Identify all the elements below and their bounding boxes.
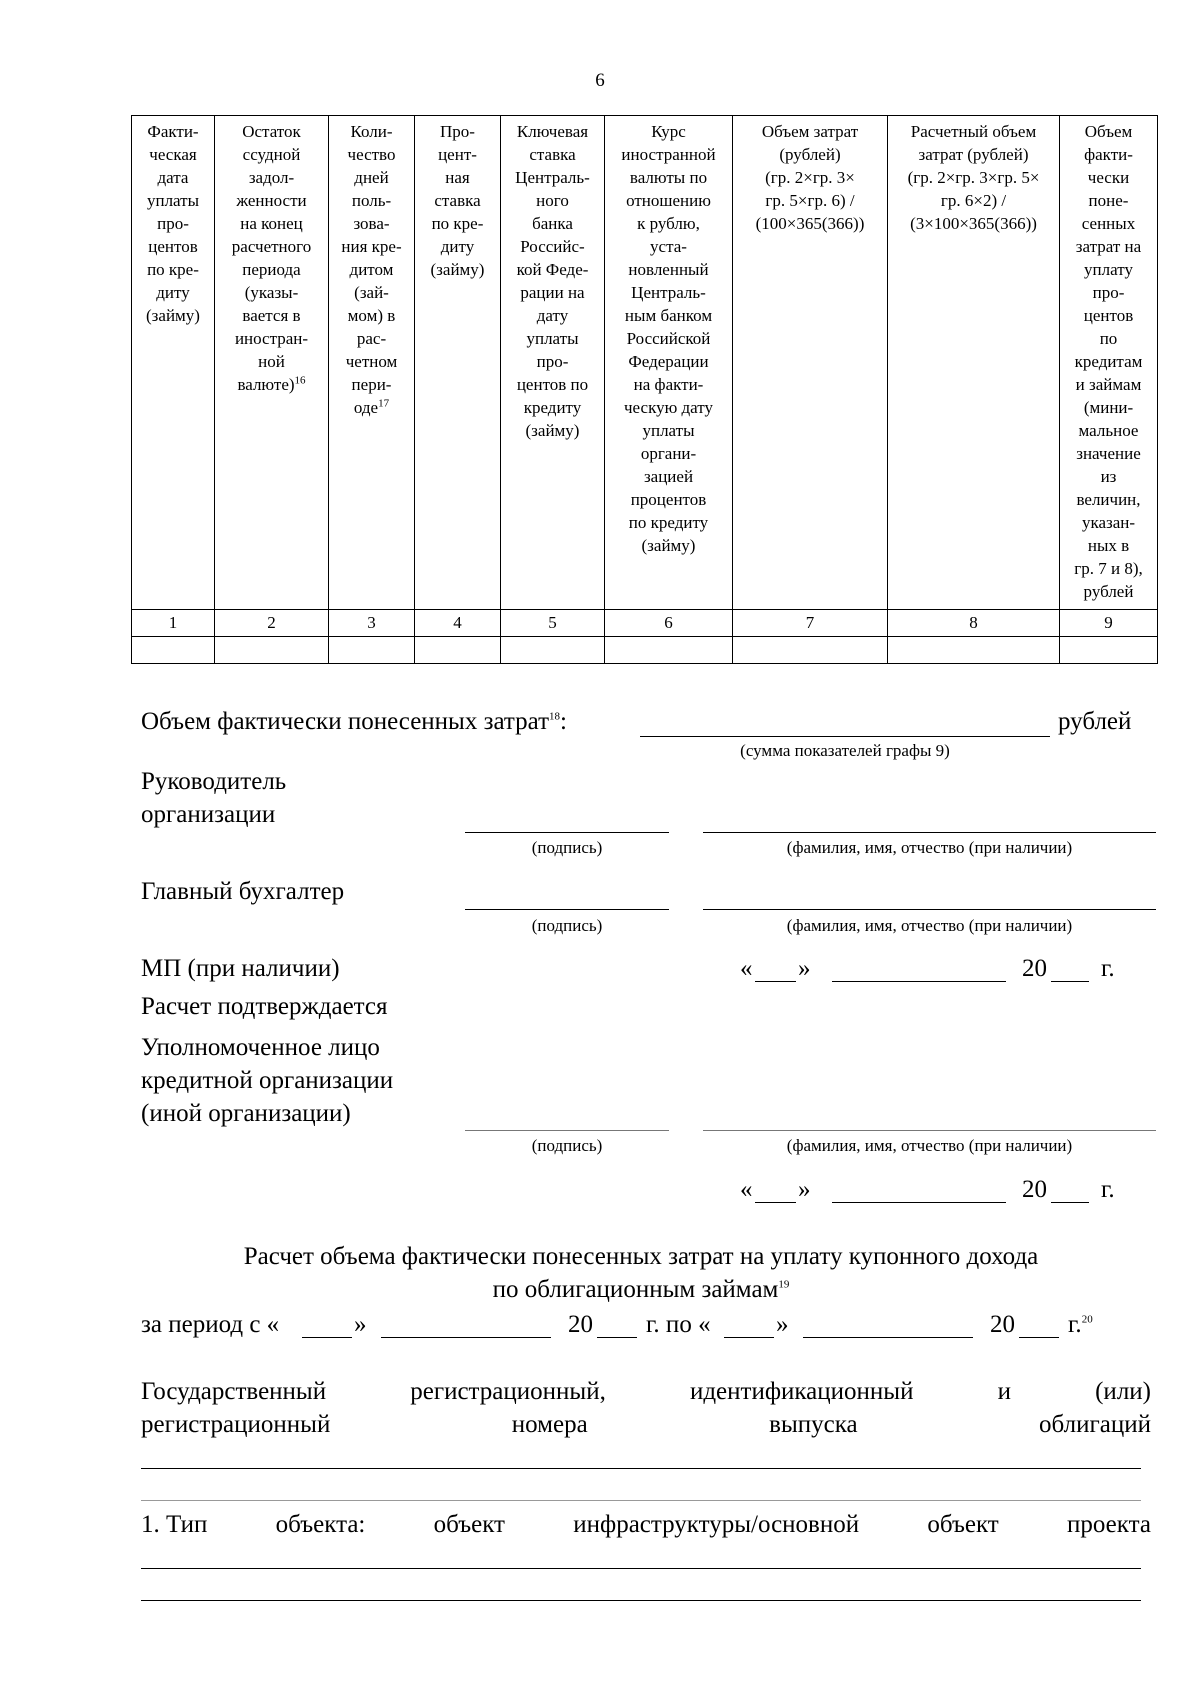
header-cell: Объем факти- чески поне- сенных затрат на уплату про- центов по кредитам и займам (мини- мальное значение из величин, указан- ных в гр. 7 и 8), рублей — [1060, 116, 1158, 610]
signature-caption: (подпись) — [531, 1136, 603, 1155]
date-field: « » 20 г. — [740, 1176, 1115, 1203]
period-to-day-line[interactable] — [724, 1337, 774, 1338]
authorized-name-line[interactable] — [703, 1130, 1156, 1131]
object-type-input-line[interactable] — [141, 1568, 1141, 1569]
header-cell: Расчетный объем затрат (рублей) (гр. 2×гр. 3×гр. 5× гр. 6×2) / (3×100×365(366)) — [888, 116, 1060, 610]
head-name-line[interactable] — [703, 832, 1156, 833]
authorized-person-label: Уполномоченное лицо кредитной организации (иной организации) — [141, 1034, 394, 1127]
name-caption: (фамилия, имя, отчество (при наличии) — [786, 838, 1073, 857]
header-cell: Коли- чество дней поль- зова- ния кре- дитом (зай- мом) в рас- четном пери- оде$^{17}$ — [329, 116, 415, 610]
column-number: 3 — [329, 610, 415, 637]
footnote-marker: 19 — [778, 1278, 790, 1291]
table-input-cell[interactable] — [415, 637, 501, 664]
confirmed-label: Расчет подтверждается — [141, 993, 388, 1020]
registration-line-1: Государственный регистрационный, идентификационный и (или) — [141, 1378, 1151, 1405]
footnote-marker: 16 — [294, 374, 306, 387]
month-input-line[interactable] — [832, 981, 1006, 982]
period-from-day-line[interactable] — [302, 1337, 352, 1338]
table-input-cell[interactable] — [215, 637, 329, 664]
column-number: 8 — [888, 610, 1060, 637]
section-title: Расчет объема фактически понесенных затрат на уплату купонного дохода по облигационным займам$^{19}$ — [243, 1243, 1039, 1303]
header-cell: Про- цент- ная ставка по кре- диту (займу) — [415, 116, 501, 610]
date-field: « » 20 г. — [740, 955, 1115, 982]
table-input-cell[interactable] — [888, 637, 1060, 664]
table-input-cell[interactable] — [733, 637, 888, 664]
day-input-line[interactable] — [755, 1202, 796, 1203]
period-from-year-line[interactable] — [597, 1337, 637, 1338]
costs-label: Объем фактически понесенных затрат$^{18}$: — [141, 708, 567, 735]
head-label: Руководитель организации — [141, 768, 287, 828]
period-line: за период с « » 20 г. по « » 20 г.$^{20}$ — [141, 1311, 1093, 1338]
costs-unit: рублей — [1058, 708, 1132, 735]
header-cell: Ключевая ставка Централь- ного банка Российс- кой Феде- рации на дату уплаты про- центов по кредиту (займу) — [501, 116, 605, 610]
year-input-line[interactable] — [1051, 981, 1089, 982]
header-cell: Факти- ческая дата уплаты про- центов по кре- диту (займу) — [132, 116, 215, 610]
chief-accountant-label: Главный бухгалтер — [141, 878, 345, 905]
header-cell: Курс иностранной валюты по отношению к рублю, уста- новленный Централь- ным банком Российской Федерации на факти- ческую дату уплаты органи- зацией процентов по кредиту (займу) — [605, 116, 733, 610]
column-number: 1 — [132, 610, 215, 637]
registration-line-2: регистрационный номера выпуска облигаций — [141, 1411, 1151, 1438]
column-number: 6 — [605, 610, 733, 637]
registration-input-line[interactable] — [141, 1468, 1141, 1469]
stamp-label: МП (при наличии) — [141, 955, 340, 982]
table-header-row — [132, 116, 1158, 610]
costs-caption: (сумма показателей графы 9) — [740, 741, 950, 760]
signature-caption: (подпись) — [531, 916, 603, 935]
day-input-line[interactable] — [755, 981, 796, 982]
period-to-year-line[interactable] — [1019, 1337, 1059, 1338]
table-input-cell[interactable] — [501, 637, 605, 664]
chief-signature-line[interactable] — [465, 909, 669, 910]
object-type-input-line[interactable] — [141, 1600, 1141, 1601]
column-number: 5 — [501, 610, 605, 637]
head-signature-line[interactable] — [465, 832, 669, 833]
table-input-cell[interactable] — [605, 637, 733, 664]
table-input-cell[interactable] — [329, 637, 415, 664]
object-type-line: 1. Тип объекта: объект инфраструктуры/основной объект проекта — [141, 1511, 1151, 1538]
costs-input-line[interactable] — [640, 736, 1050, 737]
authorized-signature-line[interactable] — [465, 1130, 669, 1131]
table-input-cell[interactable] — [132, 637, 215, 664]
interest-calculation-table — [131, 115, 1158, 664]
column-number: 9 — [1060, 610, 1158, 637]
column-number: 4 — [415, 610, 501, 637]
column-number-row — [132, 610, 1158, 637]
month-input-line[interactable] — [832, 1202, 1006, 1203]
period-from-month-line[interactable] — [381, 1337, 551, 1338]
name-caption: (фамилия, имя, отчество (при наличии) — [786, 1136, 1073, 1155]
period-to-month-line[interactable] — [803, 1337, 973, 1338]
header-cell: Объем затрат (рублей) (гр. 2×гр. 3× гр. 5×гр. 6) / (100×365(366)) — [733, 116, 888, 610]
table-input-cell[interactable] — [1060, 637, 1158, 664]
footnote-marker: 17 — [378, 397, 390, 410]
footnote-marker: 18 — [549, 710, 561, 723]
page-number: 6 — [595, 70, 605, 91]
header-cell: Остаток ссудной задол- женности на конец расчетного периода (указы- вается в иностран- ной валюте)$^{16}$ — [215, 116, 329, 610]
table-input-row — [132, 637, 1158, 664]
column-number: 7 — [733, 610, 888, 637]
year-input-line[interactable] — [1051, 1202, 1089, 1203]
signature-caption: (подпись) — [531, 838, 603, 857]
name-caption: (фамилия, имя, отчество (при наличии) — [786, 916, 1073, 935]
column-number: 2 — [215, 610, 329, 637]
chief-name-line[interactable] — [703, 909, 1156, 910]
registration-input-line[interactable] — [141, 1500, 1141, 1501]
footnote-marker: 20 — [1081, 1313, 1093, 1326]
